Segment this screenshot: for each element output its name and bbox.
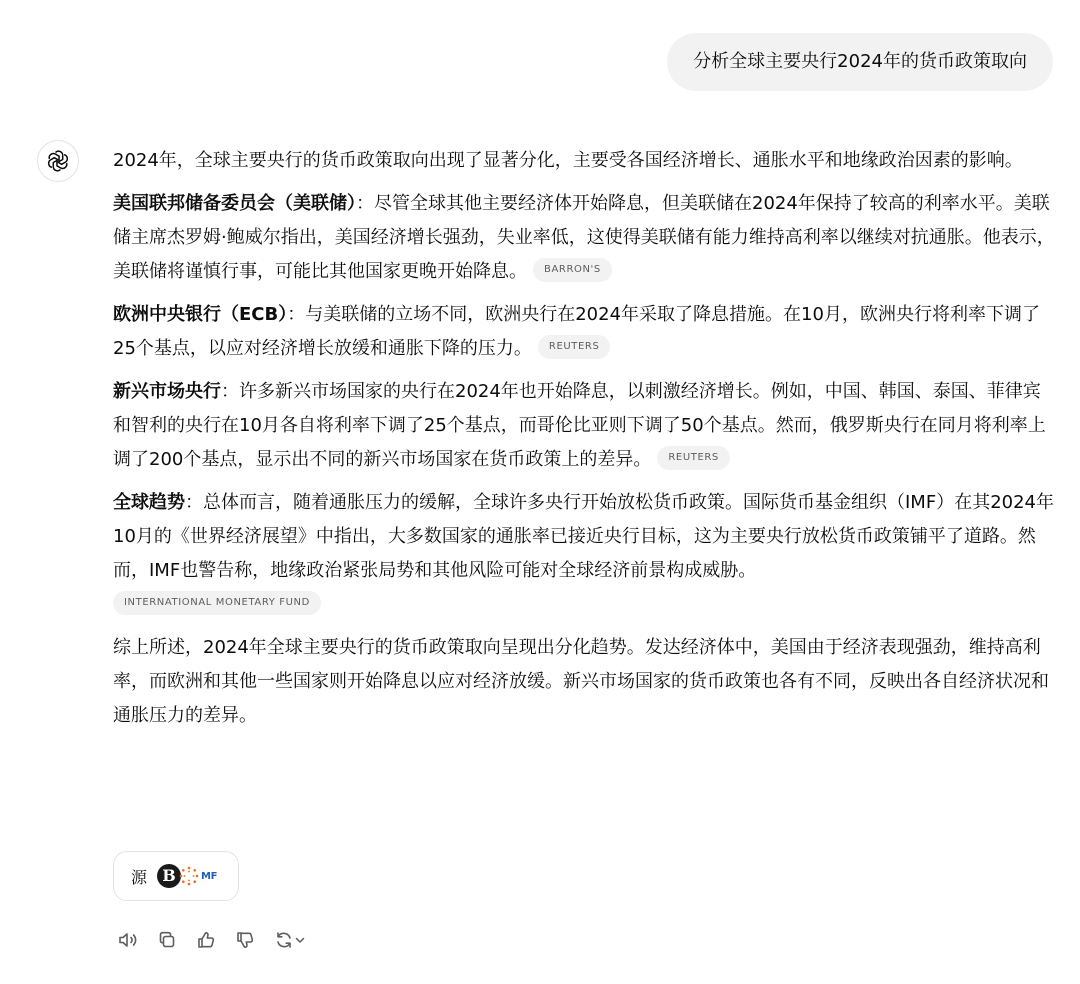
chevron-down-icon (294, 934, 306, 946)
section-separator: ： (185, 492, 203, 513)
section-emerging-markets (113, 375, 1058, 477)
speaker-icon (117, 929, 139, 951)
openai-logo-icon (46, 149, 70, 173)
section-title: 新兴市场央行 (113, 381, 221, 402)
thumbs-up-icon (196, 930, 216, 950)
copy-icon (157, 930, 177, 950)
imf-logo: MF (201, 870, 218, 882)
section-body: 与美联储的立场不同，欧洲央行在2024年采取了降息措施。在10月，欧洲央行将利率下调了25个基点，以应对经济增长放缓和通胀下降的压力。 (113, 304, 1040, 359)
section-global-trend (113, 486, 1058, 622)
user-message-text: 分析全球主要央行2024年的货币政策取向 (693, 51, 1027, 72)
reuters-logo-icon (178, 865, 200, 887)
section-body: 许多新兴市场国家的央行在2024年也开始降息，以刺激经济增长。例如，中国、韩国、泰国、菲律宾和智利的央行在10月各自将利率下调了25个基点，而哥伦比亚则下调了50个基点。然而，俄罗斯央行在同月将利率上调了200个基点，显示出不同的新兴市场国家在货币政策上的差异。 (113, 381, 1046, 470)
section-separator: ： (287, 304, 306, 325)
regenerate-button[interactable] (269, 925, 311, 955)
section-fed (113, 187, 1058, 289)
barrons-logo: B (157, 864, 181, 888)
copy-button[interactable] (152, 925, 182, 955)
sources-button[interactable] (113, 851, 239, 901)
message-actions (113, 925, 320, 955)
section-separator: ： (221, 381, 239, 402)
thumbs-up-button[interactable] (191, 925, 221, 955)
sources-label: 源 (131, 867, 148, 887)
section-body: 总体而言，随着通胀压力的缓解，全球许多央行开始放松货币政策。国际货币基金组织（IMF）在其2024年10月的《世界经济展望》中指出，大多数国家的通胀率已接近央行目标，这为主要央行放松货币政策铺平了道路。然而，IMF也警告称，地缘政治紧张局势和其他风险可能对全球经济前景构成威胁。 (113, 492, 1054, 581)
thumbs-down-button[interactable] (230, 925, 260, 955)
read-aloud-button[interactable] (113, 925, 143, 955)
section-body: 尽管全球其他主要经济体开始降息，但美联储在2024年保持了较高的利率水平。美联储主席杰罗姆·鲍威尔指出，美国经济增长强劲，失业率低，这使得美联储有能力维持高利率以继续对抗通胀。他表示，美联储将谨慎行事，可能比其他国家更晚开始降息。 (113, 193, 1055, 282)
user-message-bubble (667, 33, 1053, 91)
section-ecb (113, 298, 1058, 366)
assistant-avatar (37, 140, 79, 182)
section-title: 美国联邦储备委员会（美联储） (113, 193, 356, 214)
section-title: 欧洲中央银行（ECB） (113, 304, 288, 325)
citation-chip[interactable]: REUTERS (538, 335, 611, 359)
section-title: 全球趋势 (113, 492, 185, 513)
citation-chip[interactable]: BARRON'S (533, 258, 612, 282)
thumbs-down-icon (235, 930, 255, 950)
assistant-message (113, 144, 1058, 742)
citation-chip[interactable]: REUTERS (657, 446, 730, 470)
answer-intro: 2024年，全球主要央行的货币政策取向出现了显著分化，主要受各国经济增长、通胀水平和地缘政治因素的影响。 (113, 150, 1023, 171)
regenerate-icon (274, 930, 294, 950)
citation-chip[interactable]: INTERNATIONAL MONETARY FUND (113, 591, 321, 615)
section-separator: ： (356, 193, 374, 214)
answer-conclusion: 综上所述，2024年全球主要央行的货币政策取向呈现出分化趋势。发达经济体中，美国由于经济表现强劲，维持高利率，而欧洲和其他一些国家则开始降息以应对经济放缓。新兴市场国家的货币政策也各有不同，反映出各自经济状况和通胀压力的差异。 (113, 637, 1049, 726)
